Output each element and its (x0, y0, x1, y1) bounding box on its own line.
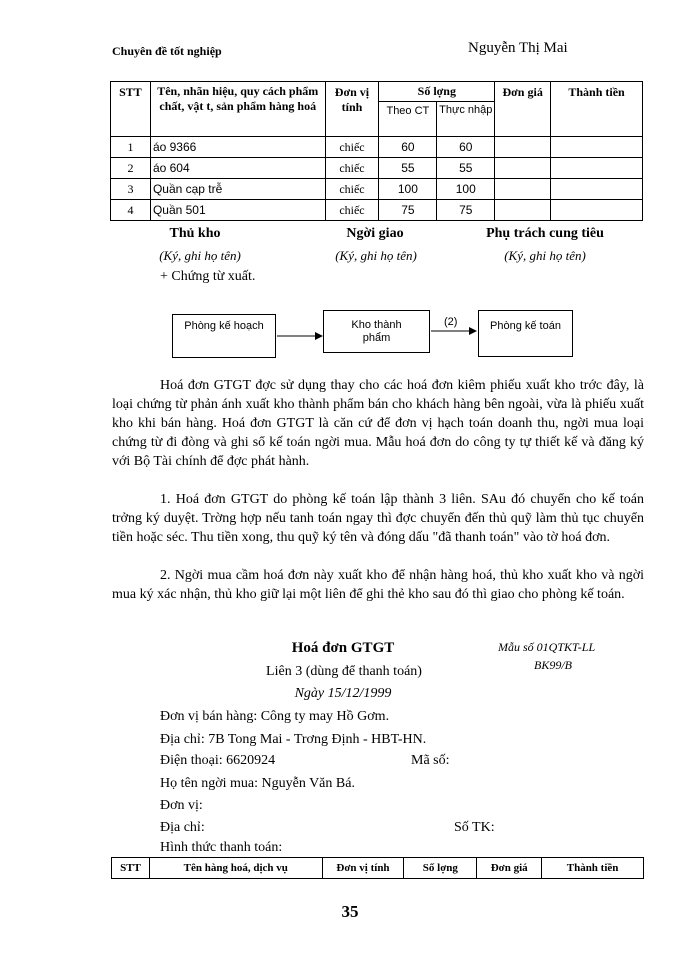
row-stt: 1 (111, 137, 151, 158)
flow-box-planning: Phòng kế hoạch (172, 314, 276, 358)
header-left: Chuyên đề tốt nghiệp (112, 44, 222, 58)
signature-supply-manager: Phụ trách cung tiêu (486, 226, 604, 241)
invoice-buyer: Họ tên ngời mua: Nguyễn Văn Bá. (160, 776, 355, 791)
row-unit: chiếc (325, 200, 379, 221)
invoice-account: Số TK: (454, 820, 495, 835)
invoice-form-code-2: BK99/B (534, 658, 572, 672)
invoice-phone: Điện thoại: 6620924 (160, 753, 276, 768)
header-unit: Đơn vị tính (325, 82, 379, 137)
row-qty-doc: 75 (379, 200, 437, 221)
header-qty-actual: Thực nhập (437, 102, 495, 137)
row-qty-actual: 55 (437, 158, 495, 179)
row-qty-actual: 75 (437, 200, 495, 221)
invoice-buyer-address: Địa chỉ: (160, 820, 205, 835)
row-qty-actual: 100 (437, 179, 495, 200)
flow-box-warehouse: Kho thành phẩm (323, 310, 430, 353)
flow-arrowhead-2 (469, 327, 477, 335)
header-right: Nguyễn Thị Mai (468, 40, 568, 56)
signature-supply-manager-note: (Ký, ghi họ tên) (504, 248, 586, 263)
invoice-header-stt: STT (112, 858, 150, 879)
invoice-buyer-unit: Đơn vị: (160, 798, 203, 813)
row-item-name: áo 9366 (150, 137, 325, 158)
invoice-form-code: Mẫu số 01QTKT-LL (498, 640, 596, 654)
invoice-address: Địa chỉ: 7B Tong Mai - Trơng Định - HBT-HN. (160, 732, 427, 747)
invoice-header-item: Tên hàng hoá, dịch vụ (149, 858, 322, 879)
row-stt: 2 (111, 158, 151, 179)
row-item-name: Quần 501 (150, 200, 325, 221)
page-number: 35 (341, 902, 359, 921)
header-quantity: Số lợng (379, 82, 495, 102)
invoice-copy: Liên 3 (dùng để thanh toán) (266, 664, 422, 679)
signature-deliverer: Ngời giao (346, 226, 404, 241)
row-qty-doc: 100 (379, 179, 437, 200)
row-unit: chiếc (325, 179, 379, 200)
signature-storekeeper-note: (Ký, ghi họ tên) (159, 248, 241, 263)
header-stt: STT (111, 82, 151, 137)
paragraph-step-1: 1. Hoá đơn GTGT do phòng kế toán lập thành 3 liên. SAu đó chuyển cho kế toán trởng ký duyệt. Trờng hợp nếu tanh toán ngay thì đợc chuyển đến thủ quỹ làm thủ tục chuyển tiền hoặc séc. Thu tiền xong, thu quỹ ký tên và đóng dấu "đã thanh toán" vào tờ hoá đơn. (112, 492, 644, 545)
invoice-table (111, 857, 644, 879)
header-amount: Thành tiền (551, 82, 643, 137)
flow-arrows (0, 0, 700, 400)
invoice-date: Ngày 15/12/1999 (294, 686, 392, 701)
row-unit: chiếc (325, 137, 379, 158)
row-stt: 3 (111, 179, 151, 200)
header-unit-price: Đơn giá (495, 82, 551, 137)
row-unit: chiếc (325, 158, 379, 179)
invoice-header-price: Đơn giá (477, 858, 542, 879)
invoice-header-amount: Thành tiền (542, 858, 644, 879)
header-item-name: Tên, nhãn hiệu, quy cách phẩm chất, vật t, sản phẩm hàng hoá (150, 82, 325, 137)
row-item-name: Quần cạp trễ (150, 179, 325, 200)
invoice-tax-code: Mã số: (411, 753, 450, 768)
flow-box-accounting: Phòng kế toán (478, 310, 573, 357)
flow-arrowhead-1 (315, 332, 323, 340)
paragraph-invoice-description: Hoá đơn GTGT đợc sử dụng thay cho các hoá đơn kiêm phiếu xuất kho trớc đây, là loại chứng từ phản ánh xuất kho thành phẩm bán cho khách hàng bên ngoài, vừa là phiếu xuất kho khi bán hàng. Hoá đơn GTGT là căn cứ để đơn vị hạch toán doanh thu, ngời mua loại chứng từ đi đòng và ghi sổ kế toán ngời mua. Mẫu hoá đơn do công ty tự thiết kế và đăng ký với Bộ Tài chính để đợc phát hành. (112, 378, 644, 469)
invoice-header-qty: Số lợng (404, 858, 477, 879)
export-docs-heading: + Chứng từ xuất. (160, 269, 256, 284)
header-qty-doc: Theo CT (379, 102, 437, 137)
row-stt: 4 (111, 200, 151, 221)
paragraph-step-2: 2. Ngời mua cầm hoá đơn này xuất kho để nhận hàng hoá, thủ kho xuất kho và ngời mua ký xác nhận, thủ kho giữ lại một liên để ghi thẻ kho sau đó thì giao cho phòng kế toán. (112, 568, 644, 602)
flow-step-label: (2) (444, 316, 458, 328)
row-qty-doc: 60 (379, 137, 437, 158)
row-item-name: áo 604 (150, 158, 325, 179)
row-qty-doc: 55 (379, 158, 437, 179)
row-qty-actual: 60 (437, 137, 495, 158)
invoice-seller: Đơn vị bán hàng: Công ty may Hồ Gơm. (160, 709, 390, 724)
invoice-title: Hoá đơn GTGT (291, 640, 395, 656)
invoice-payment: Hình thức thanh toán: (160, 840, 283, 855)
signature-deliverer-note: (Ký, ghi họ tên) (335, 248, 417, 263)
invoice-header-unit: Đơn vị tính (322, 858, 404, 879)
signature-storekeeper: Thủ kho (169, 226, 221, 241)
